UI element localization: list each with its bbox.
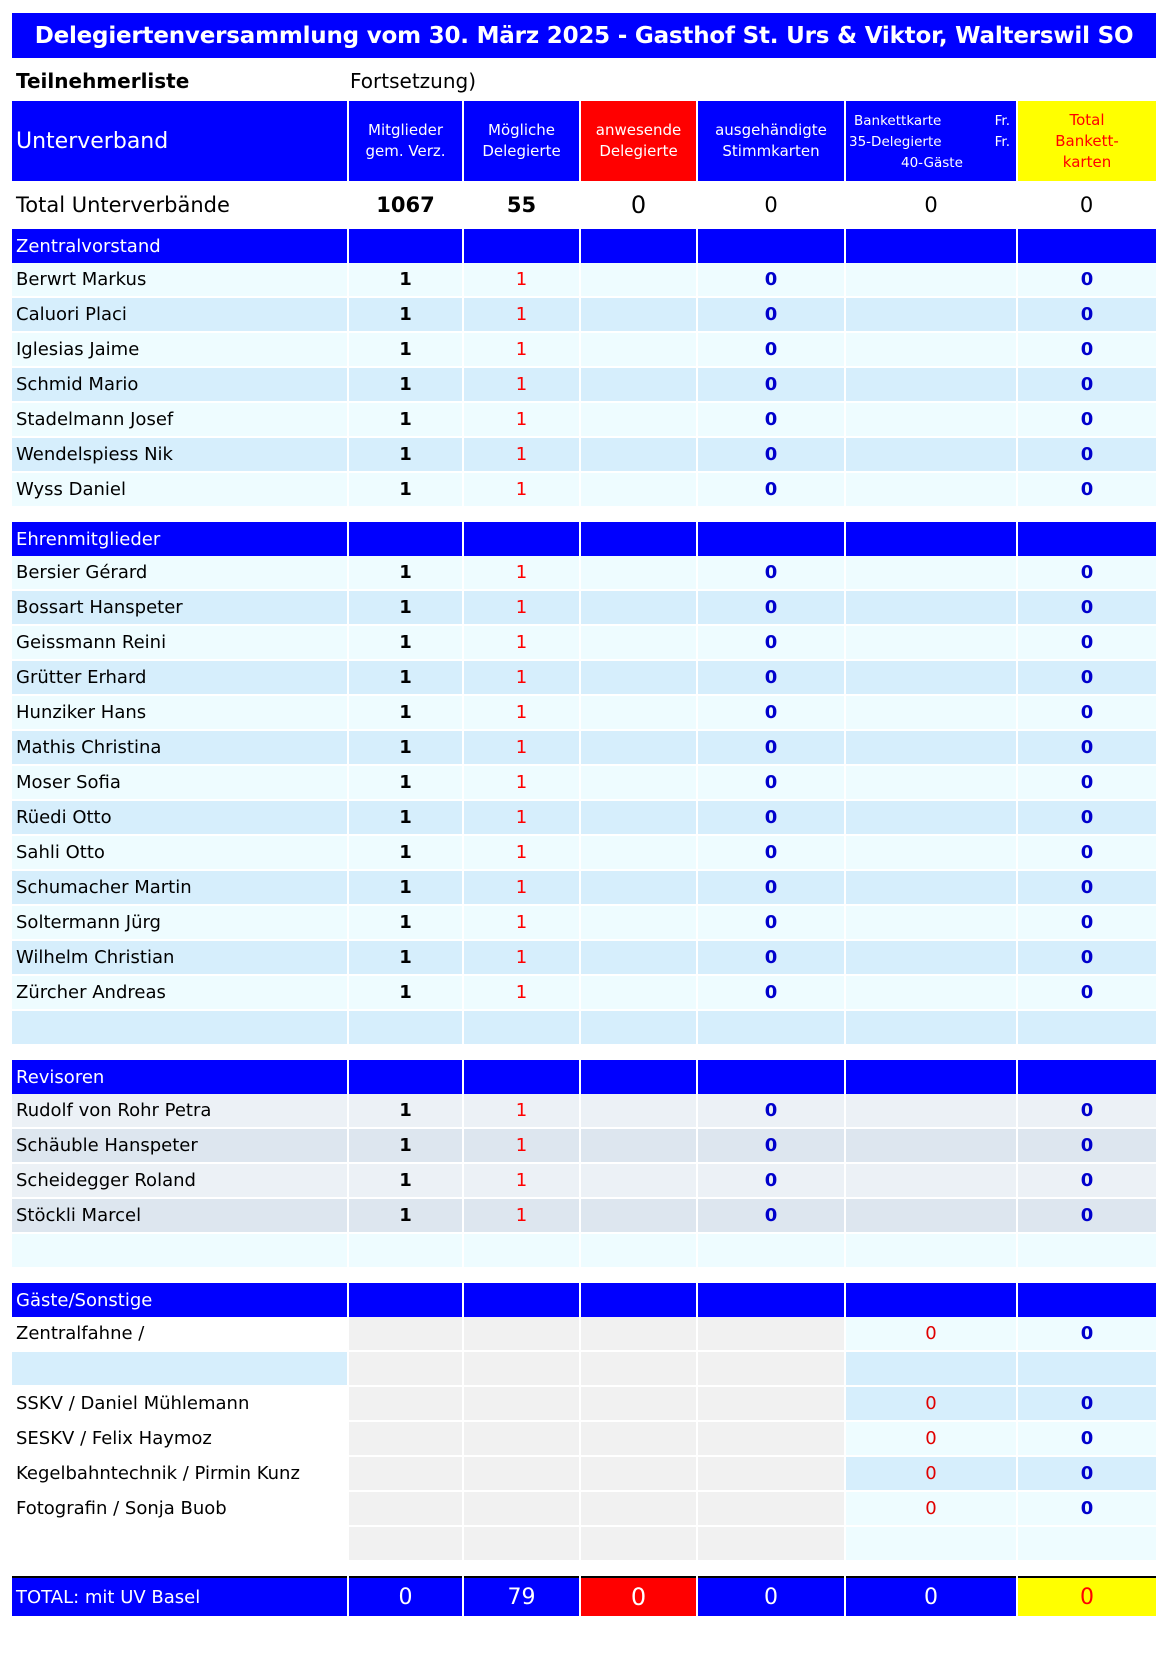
table-row [12, 765, 1156, 800]
bankett-cell [845, 975, 1017, 1010]
continuation-note: Fortsetzung) [350, 69, 477, 93]
member-name: Moser Sofia [12, 765, 348, 800]
bankett-cell [845, 905, 1017, 940]
anwesend-cell [580, 1163, 697, 1198]
delegierte-value: 1 [463, 472, 580, 507]
total-value: 0 [1017, 835, 1156, 870]
table-row [12, 835, 1156, 870]
header-total-bankettkarten: Total Bankett- karten [1017, 101, 1156, 181]
member-name: Iglesias Jaime [12, 332, 348, 367]
table-row [12, 332, 1156, 367]
table-row [12, 1198, 1156, 1233]
table-row [12, 625, 1156, 660]
guest-name: SSKV / Daniel Mühlemann [12, 1386, 348, 1421]
delegierte-value: 1 [463, 905, 580, 940]
guest-name: SESKV / Felix Haymoz [12, 1421, 348, 1456]
stimmkarten-value: 0 [697, 263, 845, 297]
table-row [12, 730, 1156, 765]
bankett-value: 0 [845, 1491, 1017, 1526]
anwesend-cell [580, 1094, 697, 1128]
bankett-cell [845, 297, 1017, 332]
delegierte-value: 1 [463, 870, 580, 905]
total-value: 0 [1017, 660, 1156, 695]
zentralvorstand-rows [12, 263, 1156, 507]
table-row [12, 590, 1156, 625]
stimmkarten-value: 0 [697, 695, 845, 730]
page-title: Delegiertenversammlung vom 30. März 2025 - Gasthof St. Urs & Viktor, Walterswil SO [12, 13, 1156, 58]
bankett-cell [845, 590, 1017, 625]
bankett-cell [845, 835, 1017, 870]
mitglieder-value: 1 [348, 402, 463, 437]
revisoren-rows [12, 1094, 1156, 1233]
stimmkarten-value: 0 [697, 660, 845, 695]
total-value: 0 [1017, 367, 1156, 402]
delegierte-value: 1 [463, 297, 580, 332]
stimmkarten-value: 0 [697, 1163, 845, 1198]
total-value: 0 [1017, 625, 1156, 660]
bankett-cell [845, 332, 1017, 367]
stimmkarten-value: 0 [697, 940, 845, 975]
member-name: Bossart Hanspeter [12, 590, 348, 625]
stimmkarten-value: 0 [697, 765, 845, 800]
anwesend-cell [580, 975, 697, 1010]
anwesend-cell [580, 402, 697, 437]
member-name: Wendelspiess Nik [12, 437, 348, 472]
delegierte-value: 1 [463, 730, 580, 765]
table-row [12, 975, 1156, 1010]
total-value: 0 [1017, 1317, 1156, 1351]
bankett-cell [845, 730, 1017, 765]
delegierte-value: 1 [463, 940, 580, 975]
anwesend-cell [580, 263, 697, 297]
stimmkarten-value: 0 [697, 730, 845, 765]
total-value: 0 [1017, 1456, 1156, 1491]
stimmkarten-value: 0 [697, 472, 845, 507]
blank-row [12, 1233, 1156, 1268]
stimmkarten-value: 0 [697, 1198, 845, 1233]
total-value: 0 [1017, 437, 1156, 472]
table-row [12, 870, 1156, 905]
stimmkarten-value: 0 [697, 975, 845, 1010]
anwesend-cell [580, 730, 697, 765]
stimmkarten-value: 0 [697, 367, 845, 402]
header-bankettkarte: Bankettkarte Fr. 35-Delegierte Fr. 40-Gäste [845, 101, 1017, 181]
stimmkarten-value: 0 [697, 437, 845, 472]
mitglieder-value: 1 [348, 1198, 463, 1233]
bankett-cell [845, 263, 1017, 297]
guest-name: Fotografin / Sonja Buob [12, 1491, 348, 1526]
member-name: Stöckli Marcel [12, 1198, 348, 1233]
table-row [12, 940, 1156, 975]
table-row [12, 367, 1156, 402]
mitglieder-value: 1 [348, 870, 463, 905]
anwesend-cell [580, 472, 697, 507]
delegierte-value: 1 [463, 975, 580, 1010]
table-row [12, 1094, 1156, 1128]
mitglieder-value: 1 [348, 660, 463, 695]
anwesend-cell [580, 437, 697, 472]
header-anwesende-delegierte: anwesende Delegierte [580, 101, 697, 181]
anwesend-cell [580, 625, 697, 660]
table-header [12, 101, 1156, 181]
bankett-cell [845, 1198, 1017, 1233]
bankett-value: 0 [845, 1317, 1017, 1351]
total-value: 0 [1017, 940, 1156, 975]
bankett-cell [845, 625, 1017, 660]
anwesend-cell [580, 590, 697, 625]
member-name: Schumacher Martin [12, 870, 348, 905]
mitglieder-value: 1 [348, 367, 463, 402]
total-value: 0 [1017, 1128, 1156, 1163]
mitglieder-value: 1 [348, 263, 463, 297]
mitglieder-value: 1 [348, 905, 463, 940]
mitglieder-value: 1 [348, 1163, 463, 1198]
table-row [12, 660, 1156, 695]
stimmkarten-value: 0 [697, 800, 845, 835]
table-row [12, 1386, 1156, 1421]
anwesend-cell [580, 765, 697, 800]
table-row [12, 1456, 1156, 1491]
mitglieder-value: 1 [348, 556, 463, 590]
stimmkarten-value: 0 [697, 870, 845, 905]
member-name: Bersier Gérard [12, 556, 348, 590]
stimmkarten-value: 0 [697, 905, 845, 940]
delegierte-value: 1 [463, 590, 580, 625]
delegierte-value: 1 [463, 765, 580, 800]
delegierte-value: 1 [463, 1198, 580, 1233]
total-value: 0 [1017, 975, 1156, 1010]
anwesend-cell [580, 940, 697, 975]
delegierte-value: 1 [463, 332, 580, 367]
delegierte-value: 1 [463, 1094, 580, 1128]
anwesend-cell [580, 1128, 697, 1163]
bankett-value: 0 [845, 1456, 1017, 1491]
table-row [12, 263, 1156, 297]
header-unterverband: Unterverband [12, 101, 348, 181]
total-value: 0 [1017, 402, 1156, 437]
total-value: 0 [1017, 1386, 1156, 1421]
ehrenmitglieder-rows [12, 556, 1156, 1010]
bankett-cell [845, 765, 1017, 800]
mitglieder-value: 1 [348, 765, 463, 800]
mitglieder-value: 1 [348, 590, 463, 625]
bankett-cell [845, 472, 1017, 507]
total-value: 0 [1017, 730, 1156, 765]
table-row [12, 402, 1156, 437]
member-name: Zürcher Andreas [12, 975, 348, 1010]
total-value: 0 [1017, 1094, 1156, 1128]
mitglieder-value: 1 [348, 625, 463, 660]
bankett-cell [845, 1163, 1017, 1198]
delegierte-value: 1 [463, 1128, 580, 1163]
total-value: 0 [1017, 263, 1156, 297]
mitglieder-value: 1 [348, 695, 463, 730]
header-stimmkarten: ausgehändigte Stimmkarten [697, 101, 845, 181]
mitglieder-value: 1 [348, 437, 463, 472]
stimmkarten-value: 0 [697, 556, 845, 590]
total-value: 0 [1017, 1421, 1156, 1456]
total-value: 0 [1017, 472, 1156, 507]
member-name: Geissmann Reini [12, 625, 348, 660]
gaeste-rows [12, 1317, 1156, 1526]
total-value: 0 [1017, 800, 1156, 835]
delegierte-value: 1 [463, 402, 580, 437]
mitglieder-value: 1 [348, 800, 463, 835]
mitglieder-value: 1 [348, 940, 463, 975]
stimmkarten-value: 0 [697, 297, 845, 332]
delegierte-value: 1 [463, 437, 580, 472]
total-value: 0 [1017, 590, 1156, 625]
stimmkarten-value: 0 [697, 1094, 845, 1128]
total-value: 0 [1017, 765, 1156, 800]
bankett-cell [845, 367, 1017, 402]
bankett-cell [845, 660, 1017, 695]
delegierte-value: 1 [463, 263, 580, 297]
bankett-cell [845, 1128, 1017, 1163]
bankett-value: 0 [845, 1386, 1017, 1421]
section-header-ehrenmitglieder: Ehrenmitglieder [12, 522, 1156, 556]
delegierte-value: 1 [463, 660, 580, 695]
bankett-cell [845, 940, 1017, 975]
member-name: Caluori Placi [12, 297, 348, 332]
total-value: 0 [1017, 556, 1156, 590]
section-header-revisoren: Revisoren [12, 1060, 1156, 1094]
anwesend-cell [580, 1198, 697, 1233]
blank-row [12, 1351, 1156, 1386]
header-mitglieder: Mitglieder gem. Verz. [348, 101, 463, 181]
anwesend-cell [580, 835, 697, 870]
member-name: Sahli Otto [12, 835, 348, 870]
mitglieder-value: 1 [348, 1128, 463, 1163]
mitglieder-value: 1 [348, 975, 463, 1010]
header-moegliche-delegierte: Mögliche Delegierte [463, 101, 580, 181]
total-value: 0 [1017, 1198, 1156, 1233]
stimmkarten-value: 0 [697, 332, 845, 367]
member-name: Grütter Erhard [12, 660, 348, 695]
total-value: 0 [1017, 905, 1156, 940]
guest-name: Kegelbahntechnik / Pirmin Kunz [12, 1456, 348, 1491]
anwesend-cell [580, 800, 697, 835]
bankett-cell [845, 870, 1017, 905]
delegierte-value: 1 [463, 625, 580, 660]
total-value: 0 [1017, 1491, 1156, 1526]
member-name: Schäuble Hanspeter [12, 1128, 348, 1163]
bankett-cell [845, 695, 1017, 730]
total-value: 0 [1017, 695, 1156, 730]
bankett-cell [845, 556, 1017, 590]
mitglieder-value: 1 [348, 1094, 463, 1128]
blank-row [12, 1526, 1156, 1561]
guest-name: Zentralfahne / [12, 1317, 348, 1351]
table-row [12, 472, 1156, 507]
table-row [12, 905, 1156, 940]
mitglieder-value: 1 [348, 297, 463, 332]
bankett-value: 0 [845, 1421, 1017, 1456]
delegierte-value: 1 [463, 1163, 580, 1198]
member-name: Berwrt Markus [12, 263, 348, 297]
member-name: Hunziker Hans [12, 695, 348, 730]
anwesend-cell [580, 905, 697, 940]
stimmkarten-value: 0 [697, 590, 845, 625]
stimmkarten-value: 0 [697, 625, 845, 660]
member-name: Wilhelm Christian [12, 940, 348, 975]
total-value: 0 [1017, 1163, 1156, 1198]
table-row [12, 437, 1156, 472]
delegierte-value: 1 [463, 835, 580, 870]
table-row [12, 556, 1156, 590]
bankett-cell [845, 800, 1017, 835]
member-name: Stadelmann Josef [12, 402, 348, 437]
anwesend-cell [580, 556, 697, 590]
table-row [12, 1317, 1156, 1351]
member-name: Wyss Daniel [12, 472, 348, 507]
bankett-cell [845, 437, 1017, 472]
bankett-cell [845, 1094, 1017, 1128]
table-row [12, 1421, 1156, 1456]
table-row [12, 1163, 1156, 1198]
mitglieder-value: 1 [348, 472, 463, 507]
member-name: Schmid Mario [12, 367, 348, 402]
stimmkarten-value: 0 [697, 835, 845, 870]
mitglieder-value: 1 [348, 332, 463, 367]
anwesend-cell [580, 660, 697, 695]
anwesend-cell [580, 332, 697, 367]
list-title: Teilnehmerliste [16, 69, 190, 93]
section-header-zentralvorstand: Zentralvorstand [12, 229, 1156, 263]
total-value: 0 [1017, 297, 1156, 332]
delegierte-value: 1 [463, 800, 580, 835]
total-unterverbaende-row: Total Unterverbände 1067 55 0 0 0 0 [16, 191, 1094, 219]
stimmkarten-value: 0 [697, 1128, 845, 1163]
participant-table [12, 101, 1156, 1616]
total-value: 0 [1017, 870, 1156, 905]
anwesend-cell [580, 870, 697, 905]
member-name: Rudolf von Rohr Petra [12, 1094, 348, 1128]
table-row [12, 695, 1156, 730]
section-header-gaeste: Gäste/Sonstige [12, 1283, 1156, 1317]
mitglieder-value: 1 [348, 835, 463, 870]
member-name: Soltermann Jürg [12, 905, 348, 940]
table-row [12, 297, 1156, 332]
table-row [12, 1128, 1156, 1163]
blank-row [12, 1010, 1156, 1045]
delegierte-value: 1 [463, 695, 580, 730]
bankett-cell [845, 402, 1017, 437]
table-row [12, 800, 1156, 835]
delegierte-value: 1 [463, 556, 580, 590]
mitglieder-value: 1 [348, 730, 463, 765]
delegierte-value: 1 [463, 367, 580, 402]
table-row [12, 1491, 1156, 1526]
member-name: Rüedi Otto [12, 800, 348, 835]
total-value: 0 [1017, 332, 1156, 367]
stimmkarten-value: 0 [697, 402, 845, 437]
member-name: Scheidegger Roland [12, 1163, 348, 1198]
anwesend-cell [580, 297, 697, 332]
anwesend-cell [580, 367, 697, 402]
member-name: Mathis Christina [12, 730, 348, 765]
anwesend-cell [580, 695, 697, 730]
grand-total-row: TOTAL: mit UV Basel 0 79 0 0 0 0 [12, 1577, 1156, 1616]
